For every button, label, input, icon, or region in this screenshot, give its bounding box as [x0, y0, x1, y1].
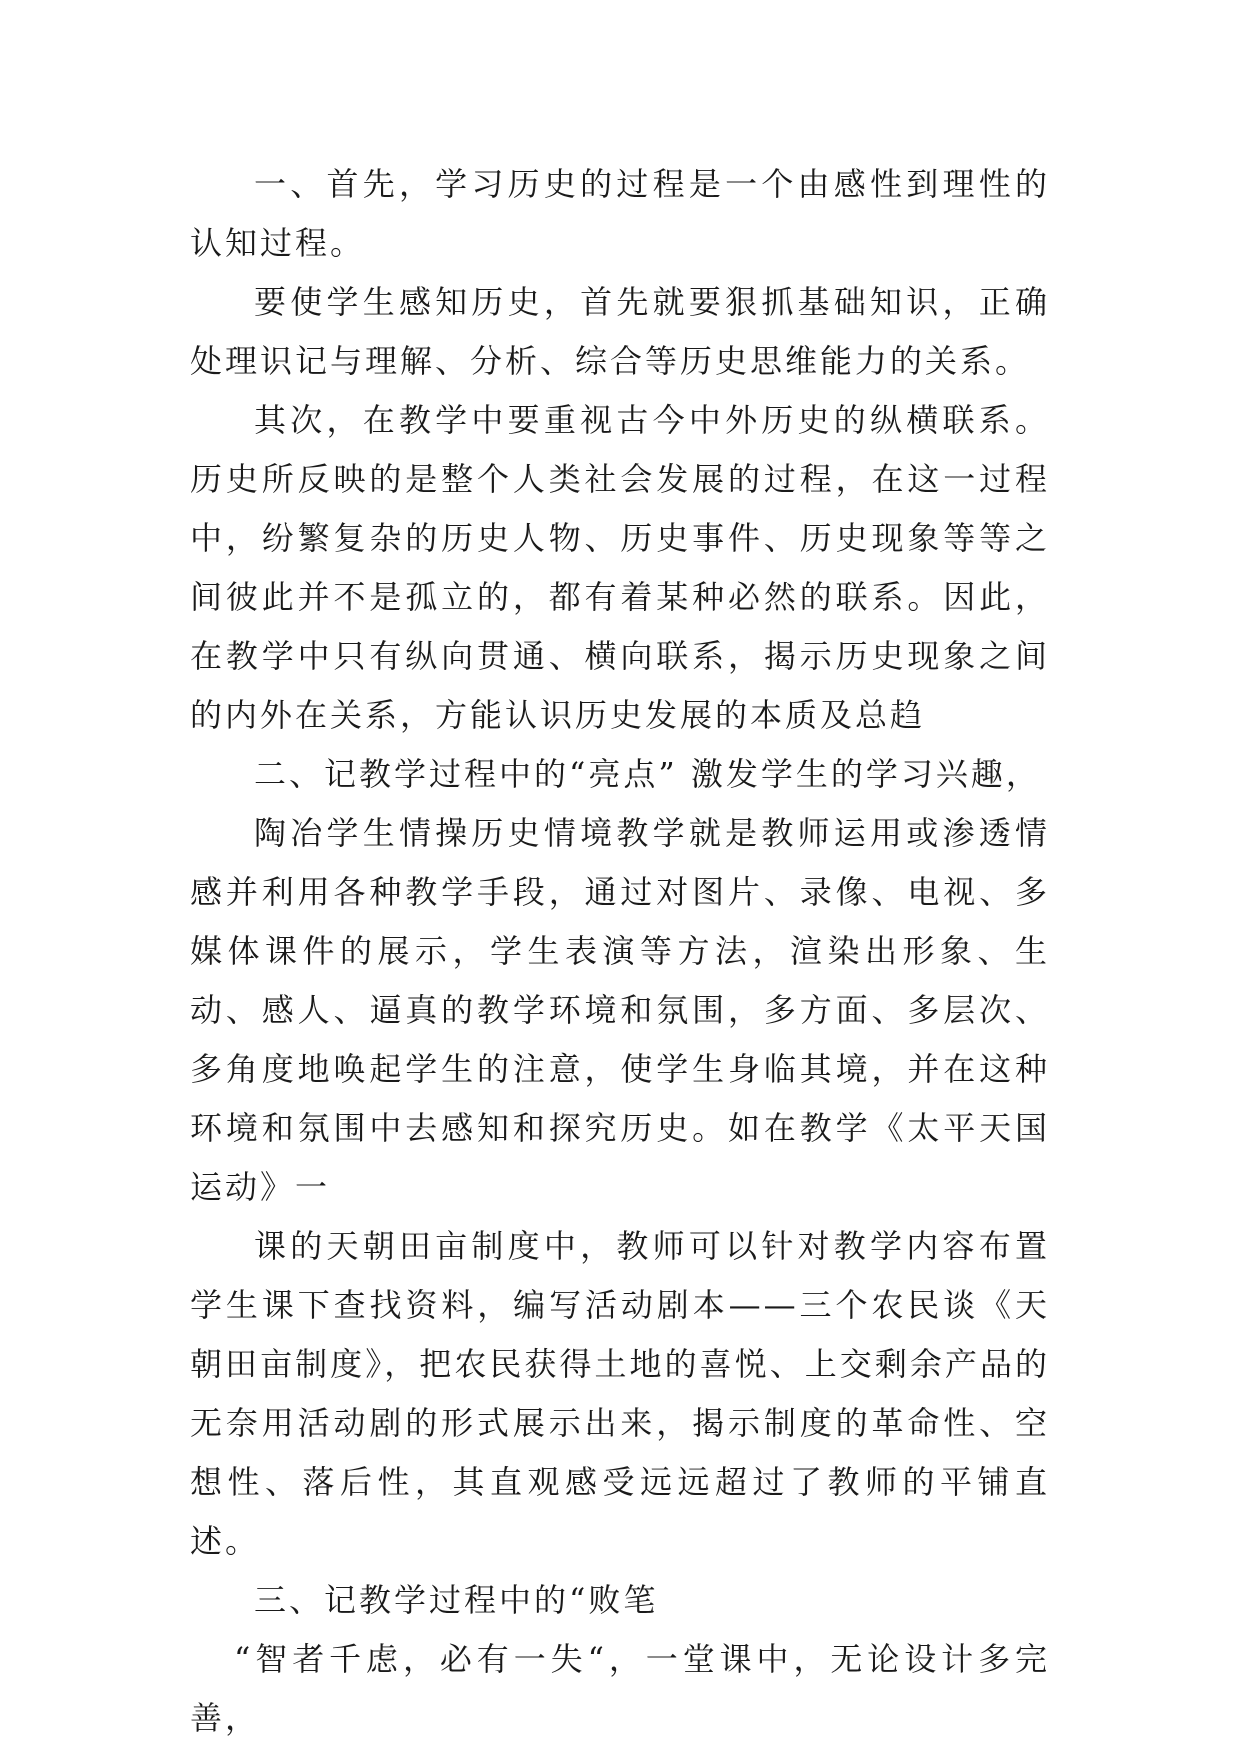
paragraph-historical-connections: 其次，在教学中要重视古今中外历史的纵横联系。历史所反映的是整个人类社会发展的过程，在这一过程中，纷繁复杂的历史人物、历史事件、历史现象等等之间彼此并不是孤立的，都有着某种必然的联系。因此，在教学中只有纵向贯通、横向联系，揭示历史现象之间的内外在关系，方能认识历史发展的本质及总趋: [190, 401, 1050, 734]
document-body: [190, 155, 1050, 1748]
paragraph-section-one-heading: 一、首先，学习历史的过程是一个由感性到理性的认知过程。: [190, 165, 1050, 262]
paragraph-section-three-heading: 三、记教学过程中的“败笔: [254, 1581, 659, 1619]
paragraph-tianchao-example: 课的天朝田亩制度中，教师可以针对教学内容布置学生课下查找资料，编写活动剧本——三个农民谈《天朝田亩制度》，把农民获得土地的喜悦、上交剩余产品的无奈用活动剧的形式展示出来，揭示制度的革命性、空想性、落后性，其直观感受远远超过了教师的平铺直述。: [190, 1227, 1050, 1560]
paragraph-section-two-heading: 二、记教学过程中的“亮点” 激发学生的学习兴趣，: [254, 755, 1041, 793]
paragraph-basic-knowledge: 要使学生感知历史，首先就要狠抓基础知识，正确处理识记与理解、分析、综合等历史思维能力的关系。: [190, 283, 1050, 380]
paragraph-wise-quote: “智者千虑，必有一失“，一堂课中，无论设计多完善，: [190, 1640, 1050, 1737]
paragraph-situational-teaching: 陶冶学生情操历史情境教学就是教师运用或渗透情感并利用各种教学手段，通过对图片、录像、电视、多媒体课件的展示，学生表演等方法，渲染出形象、生动、感人、逼真的教学环境和氛围，多方面、多层次、多角度地唤起学生的注意，使学生身临其境，并在这种环境和氛围中去感知和探究历史。如在教学《太平天国运动》一: [190, 814, 1050, 1206]
